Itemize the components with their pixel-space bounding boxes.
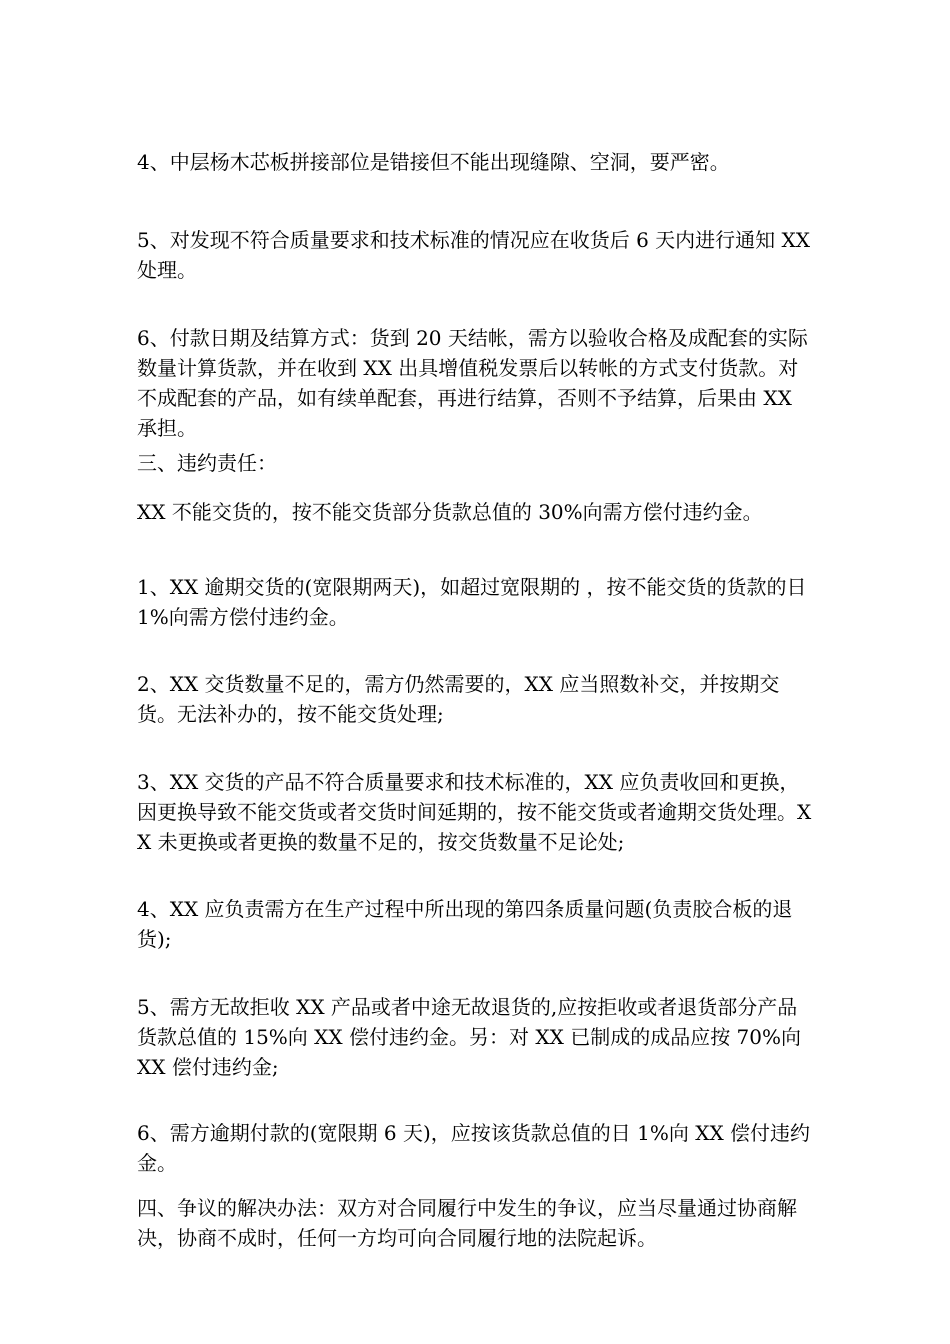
section-heading-liability: 三、违约责任： — [137, 451, 277, 475]
paragraph-quality-4: 4、中层杨木芯板拼接部位是错接但不能出现缝隙、空洞，要严密。 — [137, 150, 730, 174]
paragraph-liability-6: 6、需方逾期付款的(宽限期 6 天)，应按该货款总值的日 1%向 XX 偿付违约金。 — [137, 1121, 811, 1175]
paragraph-payment-6: 6、付款日期及结算方式：货到 20 天结帐，需方以验收合格及成配套的实际数量计算货款，并在收到 XX 出具增值税发票后以转帐的方式支付货款。对不成配套的产品，如有续单配套，再进行结算，否则不予结算，后果由 XX 承担。 — [137, 326, 808, 440]
paragraph-liability-3: 3、XX 交货的产品不符合质量要求和技术标准的，XX 应负责收回和更换，因更换导致不能交货或者交货时间延期的，按不能交货或者逾期交货处理。XX 未更换或者更换的数量不足的，按交货数量不足论处; — [137, 770, 812, 854]
paragraph-liability-4: 4、XX 应负责需方在生产过程中所出现的第四条质量问题(负责胶合板的退货); — [137, 897, 793, 951]
paragraph-liability-intro: XX 不能交货的，按不能交货部分货款总值的 30%向需方偿付违约金。 — [137, 500, 763, 524]
paragraph-quality-5: 5、对发现不符合质量要求和技术标准的情况应在收货后 6 天内进行通知 XX 处理。 — [137, 228, 817, 282]
paragraph-liability-1: 1、XX 逾期交货的(宽限期两天)，如超过宽限期的 ，按不能交货的货款的日 1%向需方偿付违约金。 — [137, 575, 813, 629]
section-dispute-resolution: 四、争议的解决办法：双方对合同履行中发生的争议，应当尽量通过协商解决，协商不成时，任何一方均可向合同履行地的法院起诉。 — [137, 1196, 797, 1250]
paragraph-liability-5: 5、需方无故拒收 XX 产品或者中途无故退货的,应按拒收或者退货部分产品货款总值的 15%向 XX 偿付违约金。另：对 XX 已制成的成品应按 70%向 XX 偿付违约金; — [137, 995, 808, 1079]
paragraph-liability-2: 2、XX 交货数量不足的，需方仍然需要的，XX 应当照数补交，并按期交货。无法补办的，按不能交货处理; — [137, 672, 780, 726]
